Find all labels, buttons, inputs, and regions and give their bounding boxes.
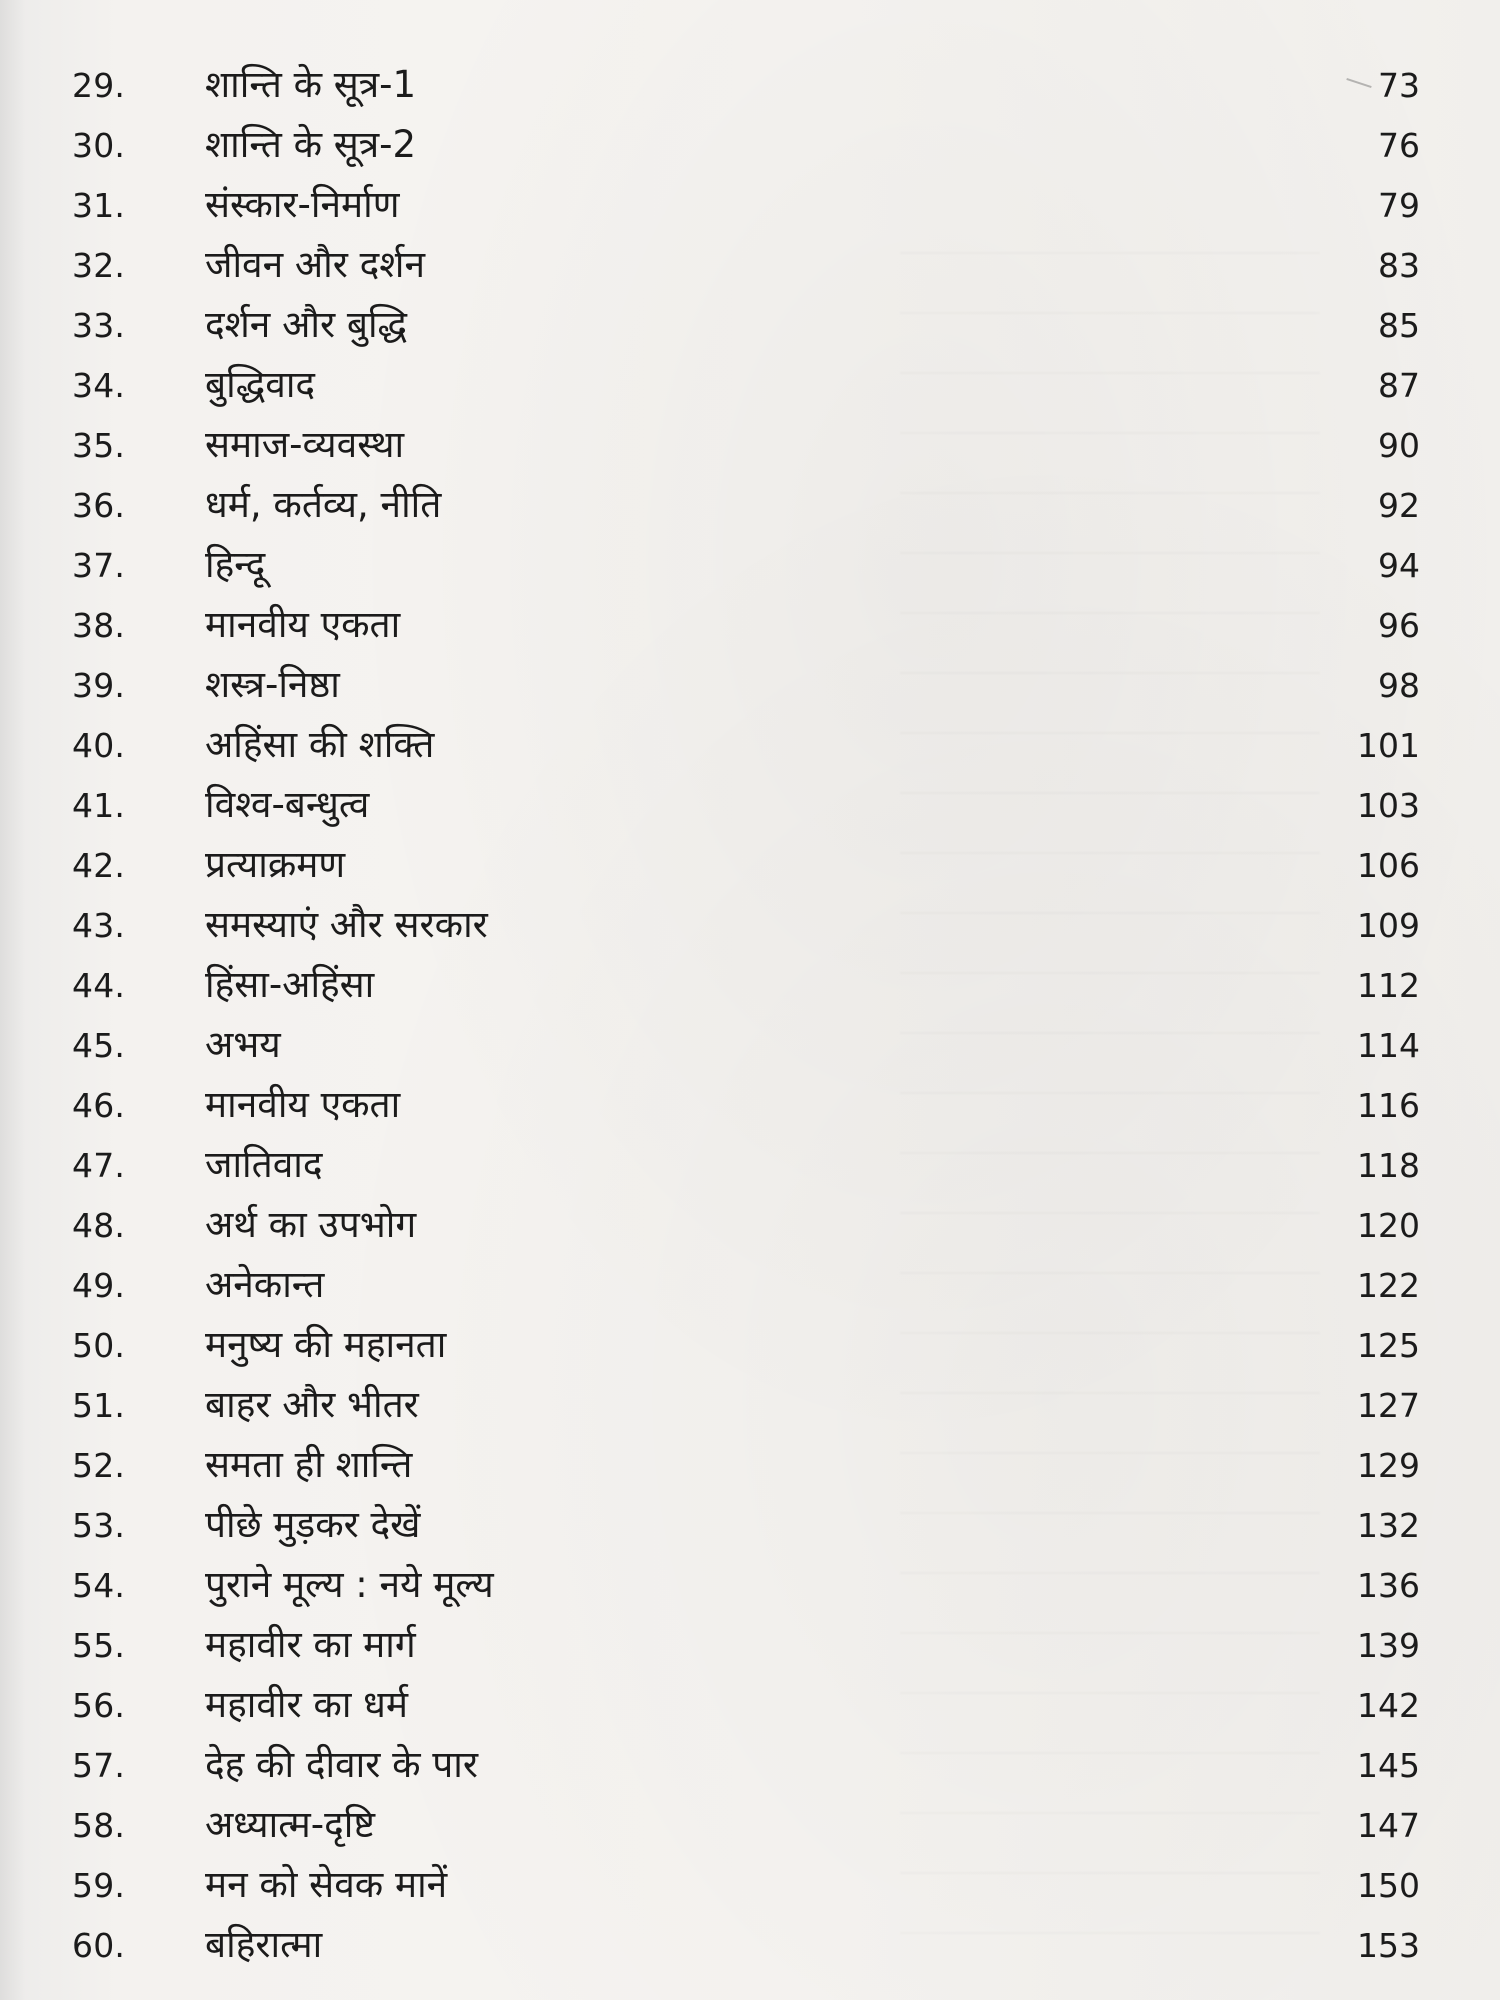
toc-row xyxy=(0,58,1500,118)
chapter-number: 52. xyxy=(72,1446,126,1485)
toc-row xyxy=(0,298,1500,358)
toc-row xyxy=(0,1078,1500,1138)
page-number: 153 xyxy=(1357,1926,1420,1965)
chapter-title: महावीर का मार्ग xyxy=(205,1623,416,1666)
chapter-title: जातिवाद xyxy=(205,1143,323,1186)
chapter-number: 59. xyxy=(72,1866,126,1905)
page-number: 147 xyxy=(1357,1806,1420,1845)
chapter-number: 60. xyxy=(72,1926,126,1965)
page-number: 129 xyxy=(1357,1446,1420,1485)
page-number: 101 xyxy=(1357,726,1420,765)
page-number: 76 xyxy=(1378,126,1420,165)
chapter-title: देह की दीवार के पार xyxy=(205,1743,479,1786)
chapter-title: समस्याएं और सरकार xyxy=(205,903,488,946)
toc-row xyxy=(0,1798,1500,1858)
page-number: 127 xyxy=(1357,1386,1420,1425)
chapter-title: मन को सेवक मानें xyxy=(205,1863,448,1906)
toc-row xyxy=(0,238,1500,298)
chapter-number: 30. xyxy=(72,126,126,165)
chapter-title: संस्कार-निर्माण xyxy=(205,183,400,226)
chapter-number: 41. xyxy=(72,786,126,825)
chapter-number: 47. xyxy=(72,1146,126,1185)
chapter-title: अभय xyxy=(205,1023,281,1066)
toc-row xyxy=(0,358,1500,418)
toc-row xyxy=(0,598,1500,658)
page-number: 106 xyxy=(1357,846,1420,885)
page-number: 139 xyxy=(1357,1626,1420,1665)
chapter-number: 56. xyxy=(72,1686,126,1725)
chapter-title: हिन्दू xyxy=(205,543,266,586)
chapter-title: विश्व-बन्धुत्व xyxy=(205,783,370,826)
chapter-title: पीछे मुड़कर देखें xyxy=(205,1503,421,1546)
page-number: 118 xyxy=(1357,1146,1420,1185)
chapter-title: हिंसा-अहिंसा xyxy=(205,963,375,1006)
chapter-title: पुराने मूल्य : नये मूल्य xyxy=(205,1563,494,1606)
chapter-title: समाज-व्यवस्था xyxy=(205,423,405,466)
page-number: 112 xyxy=(1357,966,1420,1005)
page-number: 125 xyxy=(1357,1326,1420,1365)
page-number: 98 xyxy=(1378,666,1420,705)
chapter-number: 44. xyxy=(72,966,126,1005)
chapter-number: 31. xyxy=(72,186,126,225)
page-number: 90 xyxy=(1378,426,1420,465)
chapter-title: शस्त्र-निष्ठा xyxy=(205,663,340,706)
page-number: 114 xyxy=(1357,1026,1420,1065)
chapter-number: 43. xyxy=(72,906,126,945)
chapter-number: 35. xyxy=(72,426,126,465)
page-number: 79 xyxy=(1378,186,1420,225)
chapter-number: 50. xyxy=(72,1326,126,1365)
chapter-title: समता ही शान्ति xyxy=(205,1443,413,1486)
chapter-title: प्रत्याक्रमण xyxy=(205,843,346,886)
toc-row xyxy=(0,1498,1500,1558)
chapter-number: 58. xyxy=(72,1806,126,1845)
chapter-number: 29. xyxy=(72,66,126,105)
toc-row xyxy=(0,1318,1500,1378)
toc-row xyxy=(0,1138,1500,1198)
page-number: 142 xyxy=(1357,1686,1420,1725)
chapter-number: 42. xyxy=(72,846,126,885)
chapter-number: 54. xyxy=(72,1566,126,1605)
toc-row xyxy=(0,1918,1500,1978)
chapter-number: 40. xyxy=(72,726,126,765)
page-number: 96 xyxy=(1378,606,1420,645)
chapter-number: 53. xyxy=(72,1506,126,1545)
chapter-title: मानवीय एकता xyxy=(205,1083,401,1126)
toc-row xyxy=(0,1198,1500,1258)
chapter-number: 37. xyxy=(72,546,126,585)
toc-row xyxy=(0,838,1500,898)
toc-row xyxy=(0,418,1500,478)
chapter-title: धर्म, कर्तव्य, नीति xyxy=(205,483,442,526)
chapter-number: 32. xyxy=(72,246,126,285)
chapter-number: 51. xyxy=(72,1386,126,1425)
toc-row xyxy=(0,1678,1500,1738)
page-number: 145 xyxy=(1357,1746,1420,1785)
toc-row xyxy=(0,118,1500,178)
chapter-number: 34. xyxy=(72,366,126,405)
chapter-title: मनुष्य की महानता xyxy=(205,1323,447,1366)
toc-row xyxy=(0,1858,1500,1918)
chapter-number: 45. xyxy=(72,1026,126,1065)
page-number: 73 xyxy=(1378,66,1420,105)
page-number: 120 xyxy=(1357,1206,1420,1245)
toc-row xyxy=(0,1558,1500,1618)
chapter-title: शान्ति के सूत्र-2 xyxy=(205,123,417,166)
page-number: 136 xyxy=(1357,1566,1420,1605)
chapter-number: 48. xyxy=(72,1206,126,1245)
toc-row xyxy=(0,1618,1500,1678)
page-number: 116 xyxy=(1357,1086,1420,1125)
chapter-number: 38. xyxy=(72,606,126,645)
chapter-number: 33. xyxy=(72,306,126,345)
toc-row xyxy=(0,478,1500,538)
toc-row xyxy=(0,1258,1500,1318)
toc-row xyxy=(0,898,1500,958)
page-number: 103 xyxy=(1357,786,1420,825)
toc-row xyxy=(0,1018,1500,1078)
page-number: 83 xyxy=(1378,246,1420,285)
chapter-number: 46. xyxy=(72,1086,126,1125)
page-number: 92 xyxy=(1378,486,1420,525)
chapter-number: 39. xyxy=(72,666,126,705)
toc-row xyxy=(0,958,1500,1018)
toc-row xyxy=(0,538,1500,598)
toc-row xyxy=(0,178,1500,238)
chapter-number: 36. xyxy=(72,486,126,525)
table-of-contents xyxy=(0,58,1500,1978)
chapter-title: अर्थ का उपभोग xyxy=(205,1203,417,1246)
chapter-number: 55. xyxy=(72,1626,126,1665)
chapter-number: 49. xyxy=(72,1266,126,1305)
chapter-number: 57. xyxy=(72,1746,126,1785)
page-number: 85 xyxy=(1378,306,1420,345)
chapter-title: अध्यात्म-दृष्टि xyxy=(205,1803,375,1846)
page-number: 87 xyxy=(1378,366,1420,405)
page-number: 132 xyxy=(1357,1506,1420,1545)
toc-row xyxy=(0,1438,1500,1498)
chapter-title: बुद्धिवाद xyxy=(205,363,316,406)
page-number: 122 xyxy=(1357,1266,1420,1305)
toc-row xyxy=(0,1378,1500,1438)
toc-row xyxy=(0,718,1500,778)
chapter-title: बाहर और भीतर xyxy=(205,1383,419,1426)
chapter-title: महावीर का धर्म xyxy=(205,1683,409,1726)
chapter-title: मानवीय एकता xyxy=(205,603,401,646)
chapter-title: अहिंसा की शक्ति xyxy=(205,723,435,766)
toc-row xyxy=(0,658,1500,718)
chapter-title: अनेकान्त xyxy=(205,1263,325,1306)
chapter-title: शान्ति के सूत्र-1 xyxy=(205,63,417,106)
chapter-title: जीवन और दर्शन xyxy=(205,243,425,286)
page-number: 94 xyxy=(1378,546,1420,585)
page-number: 150 xyxy=(1357,1866,1420,1905)
toc-row xyxy=(0,778,1500,838)
toc-row xyxy=(0,1738,1500,1798)
page-number: 109 xyxy=(1357,906,1420,945)
chapter-title: बहिरात्मा xyxy=(205,1923,323,1966)
chapter-title: दर्शन और बुद्धि xyxy=(205,303,408,346)
